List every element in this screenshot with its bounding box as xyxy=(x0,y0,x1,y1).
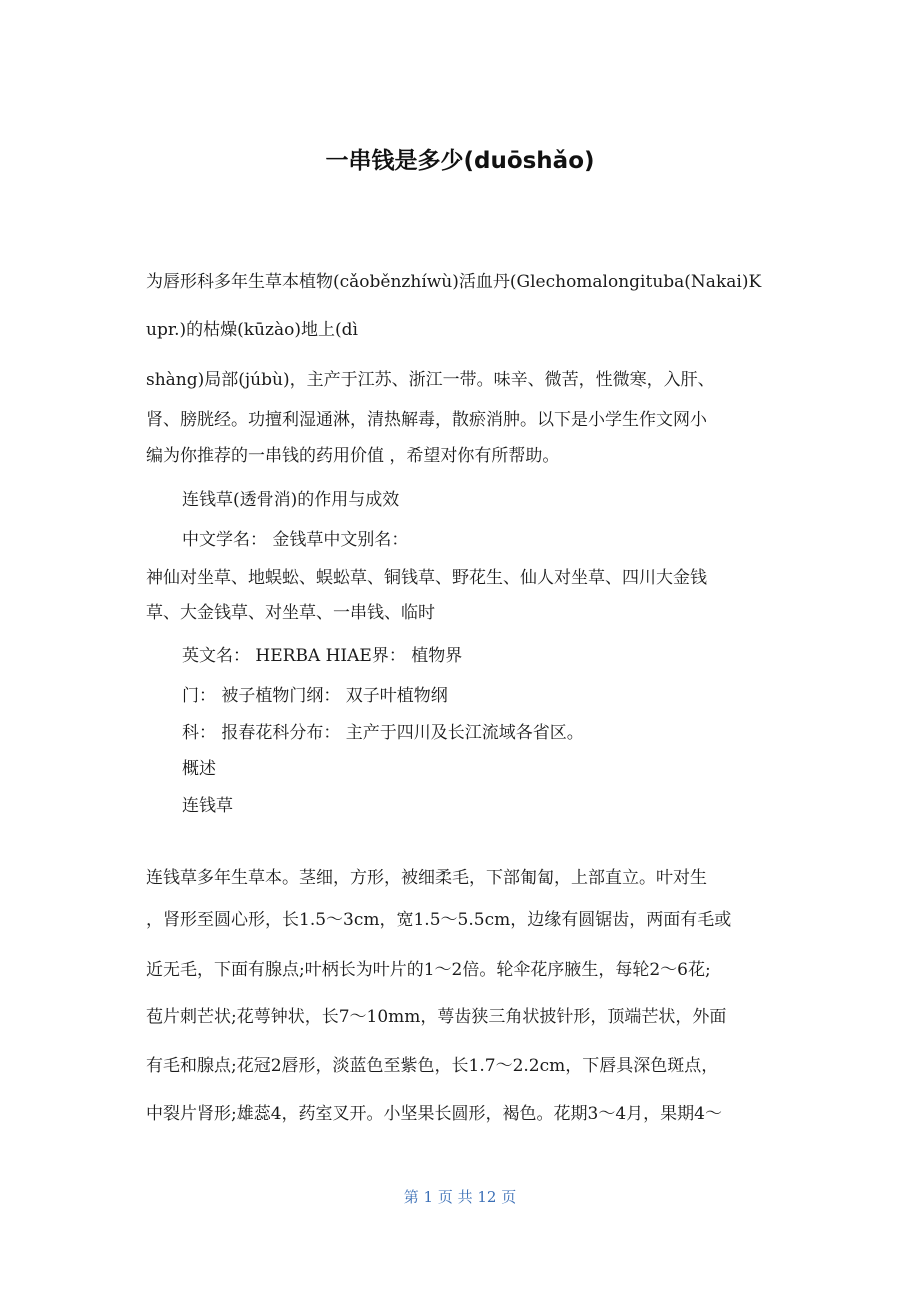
text-line: 中文学名： 金钱草中文别名： xyxy=(182,530,409,550)
text-line: 中裂片肾形;雄蕊4，药室叉开。小坚果长圆形，褐色。花期3～4月，果期4～ xyxy=(146,1104,722,1124)
text-line: 近无毛，下面有腺点;叶柄长为叶片的1～2倍。轮伞花序腋生，每轮2～6花; xyxy=(146,960,711,980)
text-line: 门： 被子植物门纲： 双子叶植物纲 xyxy=(182,686,448,706)
text-line: 有毛和腺点;花冠2唇形，淡蓝色至紫色，长1.7～2.2cm，下唇具深色斑点， xyxy=(146,1056,719,1076)
section-heading: 连钱草(透骨消)的作用与成效 xyxy=(182,490,400,510)
text-line: 科： 报春花科分布： 主产于四川及长江流域各省区。 xyxy=(182,723,584,743)
text-line: 神仙对坐草、地蜈蚣、蜈蚣草、铜钱草、野花生、仙人对坐草、四川大金钱 xyxy=(146,568,707,588)
page-number-footer: 第 1 页 共 12 页 xyxy=(403,1188,517,1206)
section-heading: 连钱草 xyxy=(182,796,233,816)
text-line: 连钱草多年生草本。茎细，方形，被细柔毛，下部匍匐，上部直立。叶对生 xyxy=(146,868,707,888)
text-line: ，肾形至圆心形，长1.5～3cm，宽1.5～5.5cm，边缘有圆锯齿，两面有毛或 xyxy=(146,910,732,930)
text-line: 苞片刺芒状;花萼钟状，长7～10mm，萼齿狭三角状披针形，顶端芒状，外面 xyxy=(146,1007,727,1027)
text-line: 编为你推荐的一串钱的药用价值 ，希望对你有所帮助。 xyxy=(146,446,560,466)
page-title: 一串钱是多少(duōshǎo) xyxy=(325,148,595,174)
text-line: upr.)的枯燥(kūzào)地上(dì xyxy=(146,320,358,340)
text-line: 为唇形科多年生草本植物(cǎoběnzhíwù)活血丹(Glechomalongituba(Nakai)K xyxy=(146,272,762,292)
text-line: 肾、膀胱经。功擅利湿通淋，清热解毒，散瘀消肿。以下是小学生作文网小 xyxy=(146,410,707,430)
section-heading: 概述 xyxy=(182,759,216,779)
text-line: shàng)局部(júbù)，主产于江苏、浙江一带。味辛、微苦，性微寒，入肝、 xyxy=(146,370,715,390)
text-line: 草、大金钱草、对坐草、一串钱、临时 xyxy=(146,603,435,623)
text-line: 英文名： HERBA HIAE界： 植物界 xyxy=(182,646,463,666)
